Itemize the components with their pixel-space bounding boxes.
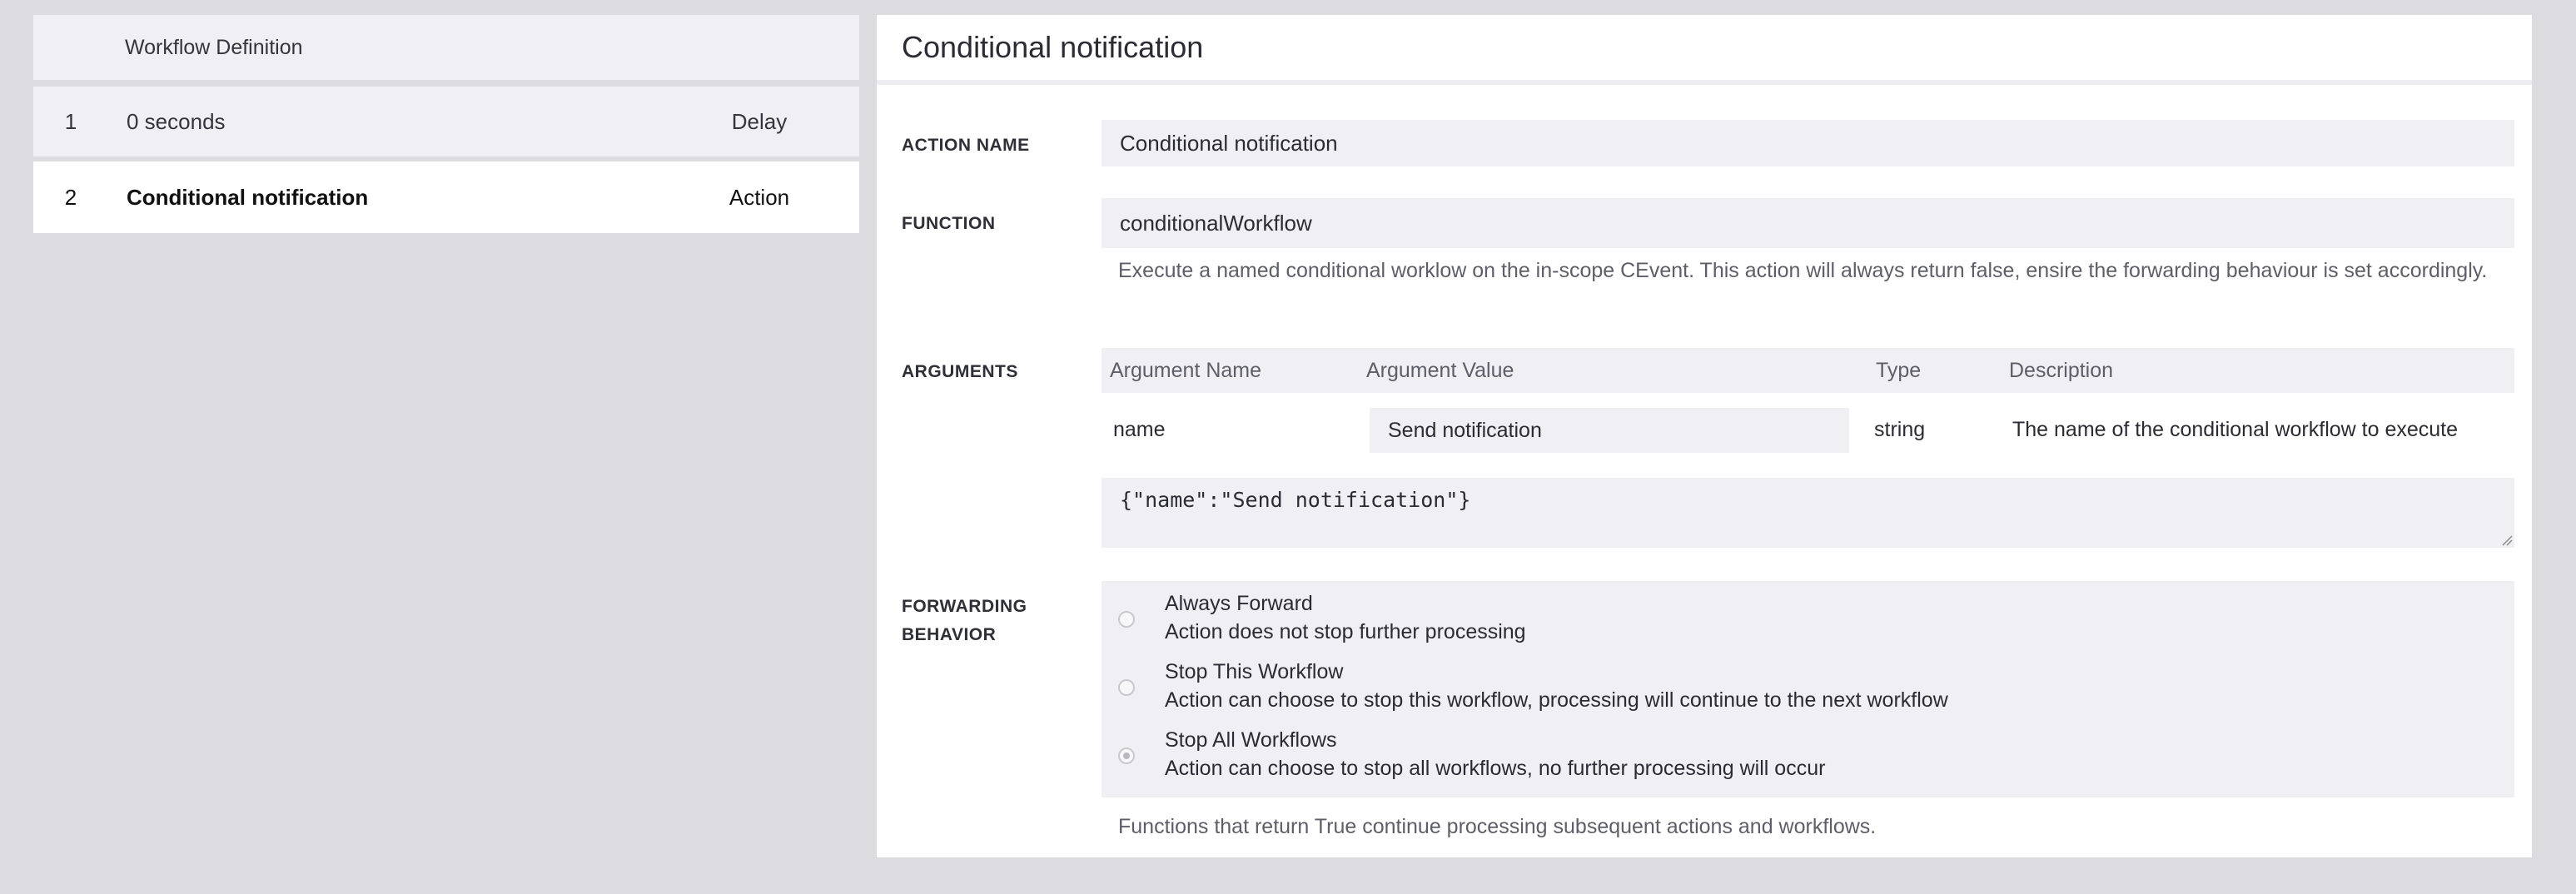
function-label: FUNCTION	[902, 214, 996, 233]
option-title: Stop All Workflows	[1165, 728, 1337, 752]
argument-type: string	[1874, 418, 1926, 441]
workflow-definition-header	[33, 15, 859, 80]
option-stop-this-workflow[interactable]	[1102, 658, 2514, 724]
option-title: Always Forward	[1165, 592, 1313, 615]
workflow-definition-title: Workflow Definition	[125, 35, 303, 59]
argument-value-input[interactable]: Send notification	[1370, 408, 1849, 453]
option-description: Action does not stop further processing	[1165, 620, 1526, 643]
forwarding-label: FORWARDING	[902, 597, 1027, 616]
arguments-json-text: {"name":"Send notification"}	[1120, 488, 1471, 512]
col-argument-name: Argument Name	[1110, 359, 1262, 382]
col-description: Description	[2009, 359, 2114, 382]
forwarding-help-text: Functions that return True continue processing subsequent actions and workflows.	[1118, 815, 1877, 838]
behavior-label: BEHAVIOR	[902, 625, 997, 644]
arguments-table-header	[1102, 348, 2514, 393]
option-description: Action can choose to stop all workflows, no further processing will occur	[1165, 757, 1826, 780]
action-name-input[interactable]: Conditional notification	[1102, 120, 2514, 166]
radio-stop-this-workflow[interactable]	[1118, 679, 1135, 696]
row-number: 1	[64, 108, 77, 134]
row-title: 0 seconds	[127, 108, 226, 134]
row-type: Action	[729, 184, 790, 210]
col-type: Type	[1876, 359, 1922, 382]
argument-description: The name of the conditional workflow to execute	[2012, 418, 2459, 441]
row-type: Delay	[731, 108, 788, 134]
workflow-row-action[interactable]	[33, 161, 859, 233]
radio-stop-all-workflows[interactable]	[1118, 747, 1135, 764]
arguments-label: ARGUMENTS	[902, 362, 1018, 381]
argument-name: name	[1113, 418, 1166, 441]
option-always-forward[interactable]	[1102, 589, 2514, 656]
detail-title: Conditional notification	[902, 30, 1204, 64]
col-argument-value: Argument Value	[1366, 359, 1514, 382]
function-select[interactable]: conditionalWorkflow	[1102, 198, 2514, 248]
workflow-definition-panel	[33, 15, 859, 233]
row-number: 2	[64, 184, 77, 210]
function-help-text: Execute a named conditional worklow on the in-scope CEvent. This action will always return false, ensire the forwarding behaviour is set accordingly.	[1118, 259, 2488, 282]
row-title: Conditional notification	[127, 184, 369, 210]
option-stop-all-workflows[interactable]	[1102, 726, 2514, 792]
radio-always-forward[interactable]	[1118, 611, 1135, 628]
action-detail-panel	[877, 15, 2532, 857]
option-title: Stop This Workflow	[1165, 660, 1344, 683]
arguments-json-textarea[interactable]	[1102, 478, 2514, 548]
resize-handle-icon[interactable]	[2501, 534, 2513, 546]
option-description: Action can choose to stop this workflow, processing will continue to the next workflow	[1165, 688, 1948, 712]
workflow-row-delay[interactable]	[33, 87, 859, 156]
forwarding-options	[1102, 581, 2514, 797]
action-name-label: ACTION NAME	[902, 136, 1030, 155]
argument-row	[1102, 405, 2514, 454]
detail-header	[877, 15, 2532, 85]
